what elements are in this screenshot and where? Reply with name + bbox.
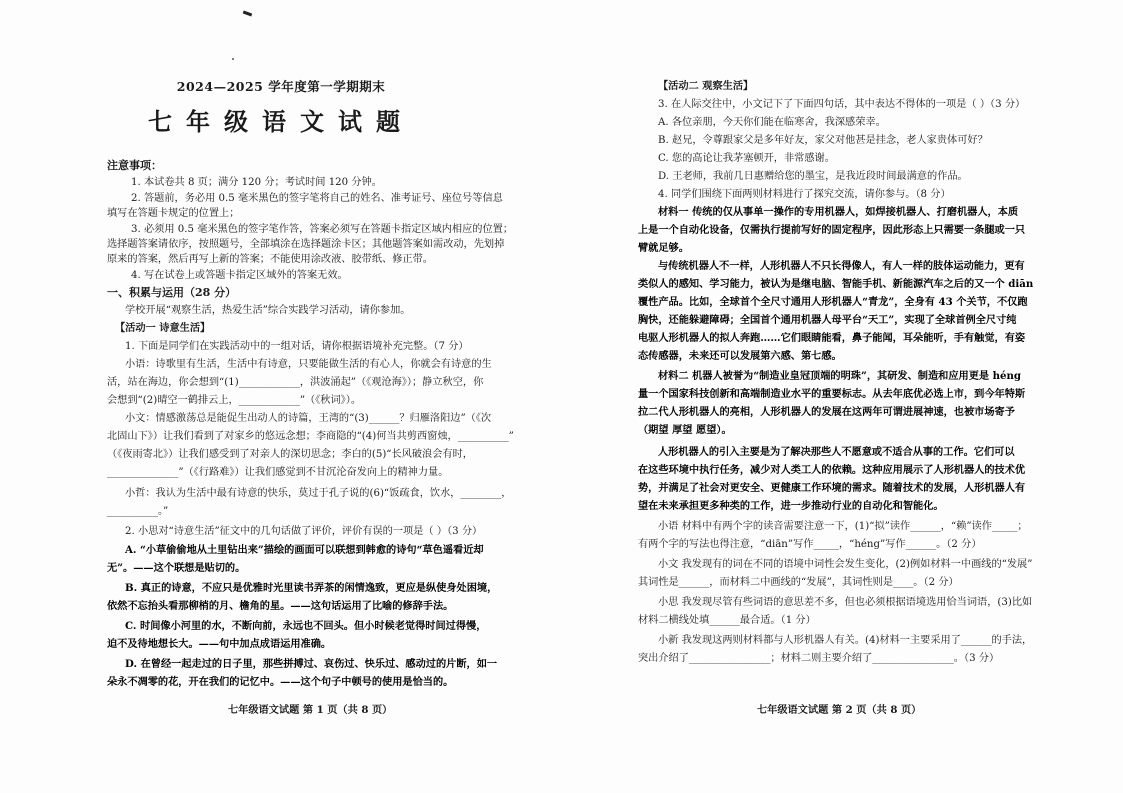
activity-2-title: 【活动二 观察生活】 [658,80,754,92]
q2-option-line: D. 在曾经一起走过的日子里，那些拼搏过、哀伤过、快乐过、感动过的片断，如一 [125,658,498,670]
dialogue-line: 小语 材料中有两个字的读音需要注意一下，(1)“拟”读作______，“赖”读作_____； [658,521,1028,532]
q2-option-line: A. “小草偷偷地从土里钻出来”描绘的画面可以联想到韩愈的诗句“草色遥看近却 [125,544,484,556]
page-footer: 七年级语文试题 第 2 页（共 8 页） [757,704,922,716]
dialogue-line: 材料二横线处填______最合适。（1 分） [638,615,816,626]
notice-heading: 注意事项： [107,159,162,172]
exam-page-2 [562,0,1123,793]
dialogue-line: 小文 我发现有的词在不同的语境中词性会发生变化，(2)例如材料一中画线的“发展” [658,559,1033,570]
question-3: 3. 在人际交往中，小文记下了下面四句话，其中表达不得体的一项是（ ）（3 分） [658,99,1026,110]
material-1-line: 电驱人形机器人的拟人奔跑……它们眼睛能看，鼻子能闻，耳朵能听，手有触觉，有姿 [638,332,1026,344]
material-2-line: （期望 厚望 愿望）。 [638,424,732,436]
notice-line: 选择题答案请依序，按照题号，全部填涂在选择题涂卡区；其他题答案如需改动，先划掉 [107,239,505,250]
q3-option: A. 各位亲朋，今天你们能在临寒舍，我深感荣幸。 [658,117,886,128]
material-2-line: 势，并满足了社会对更安全、更健康工作环境的需求。随着技术的发展，人形机器人有 [638,482,1026,494]
dialogue-line: 其词性是______，而材料二中画线的“发展”，其词性则是____。（2 分） [638,577,959,588]
q1-line: __________。” [107,506,169,517]
q1-line: 小语：诗歌里有生活，生活中有诗意，只要能做生活的有心人，你就会有诗意的生 [125,359,492,370]
material-1-line: 胸快，还能躲避障碍；全国首个通用机器人母平台“天工”，实现了全球首例全尺寸纯 [638,314,1017,326]
material-1-line: 覆性产品。比如，全球首个全尺寸通用人形机器人“青龙”，全身有 43 个关节，不仅跑 [638,296,1028,308]
material-2-line: 拉二代人形机器人的亮相，人形机器人的发展在这两年可谓进展神速，也被市场寄予 [638,406,1015,418]
q1-line: （《夜雨寄北》）让我们感受到了对亲人的深切思念；李白的(5)“长风破浪会有时， [107,449,473,460]
exam-title: 七年级语文试题 [148,108,414,136]
q2-option-line: 迫不及待地想长大。——句中加点成语运用准确。 [107,638,332,650]
q2-option-line: 朵永不凋零的花，开在我们的记忆中。——这个句子中顿号的使用是恰当的。 [107,676,454,688]
material-2-line: 材料二 机器人被誉为“制造业皇冠顶端的明珠”，其研发、制造和应用更是 héng [658,370,1022,382]
notice-line: 2. 答题前，务必用 0.5 毫米黑色的签字笔将自己的姓名、准考证号、座位号等信息 [131,193,503,204]
question-4: 4. 同学们围绕下面两则材料进行了探究交流，请你参与。（8 分） [658,189,951,200]
q1-line: 北固山下》）让我们看到了对家乡的悠远念想；李商隐的“(4)何当共剪西窗烛，__________” [107,431,514,442]
material-2-line: 在这些环境中执行任务，减少对人类工人的依赖。这种应用展示了人形机器人的技术优 [638,464,1026,476]
section-title: 一、积累与运用（28 分） [107,286,237,299]
notice-line: 原来的答案，然后再写上新的答案；不能使用涂改液、胶带纸、修正带。 [107,254,433,265]
q1-line: 小哲：我认为生活中最有诗意的快乐，莫过于孔子说的(6)“饭疏食，饮水，________， [125,488,512,499]
material-1-line: 类似人的感知、学习能力，被认为是继电脑、智能手机、新能源汽车之后的又一个 diān [638,278,1034,290]
dialogue-line: 突出介绍了________________；材料二则主要介绍了________________。（3 分） [638,653,1000,664]
q1-line: 会想到“(2)晴空一鹤排云上，____________”（《秋词》）。 [107,395,362,406]
page-footer: 七年级语文试题 第 1 页（共 8 页） [228,704,393,716]
q2-option-line: 依然不忘抬头看那柳梢的月、檐角的星。——这句话运用了比喻的修辞手法。 [107,600,454,612]
q1-line: 活，站在海边，你会想到“(1)____________，洪波涌起”（《观沧海》）；静立秋空，你 [107,377,484,388]
q2-option-line: C. 时间像小河里的水，不断向前，永远也不回头。但小时候老觉得时间过得慢， [125,620,487,632]
q3-option: B. 赵兄，令尊跟家父是多年好友，家父对他甚是挂念，老人家贵体可好？ [658,135,988,146]
dialogue-line: 小新 我发现这两则材料都与人形机器人有关。(4)材料一主要采用了______的手法， [658,635,1033,646]
material-1-line: 上是一个自动化设备，仅需执行提前写好的固定程序，因此形态上只需要一条腿或一只 [638,224,1026,236]
notice-line: 填写在答题卡规定的位置上； [107,208,240,219]
q3-option: D. 王老师，我前几日惠赠给您的墨宝，是我近段时间最满意的作品。 [658,171,968,182]
material-2-line: 人形机器人的引入主要是为了解决那些人不愿意或不适合从事的工作。它们可以 [658,446,1015,458]
year-title: 2024—2025 学年度第一学期期末 [176,79,386,94]
notice-line: 4. 写在试卷上或答题卡指定区域外的答案无效。 [131,270,348,281]
material-2-line: 望在未来承担更多种类的工作，进一步推动行业的自动化和智能化。 [638,500,944,512]
material-1-line: 态传感器，未来还可以发展第六感、第七感。 [638,350,842,362]
material-1-line: 材料一 传统的仅从事单一操作的专用机器人，如焊接机器人、打磨机器人，本质 [658,206,1019,218]
material-2-line: 量一个国家科技创新和高端制造业水平的重要标志。从去年底优必选上市，到今年特斯 [638,388,1026,400]
q2-option-line: 无”。——这个联想是贴切的。 [107,562,246,574]
section-intro: 学校开展“观察生活，热爱生活”综合实践学习活动，请你参加。 [125,305,411,316]
notice-line: 1. 本试卷共 8 页；满分 120 分；考试时间 120 分钟。 [131,177,382,188]
q3-option: C. 您的高论让我茅塞顿开，非常感谢。 [658,153,835,164]
material-1-line: 臂就足够。 [638,242,689,254]
question-2: 2. 小思对“诗意生活”征文中的几句话做了评价，评价有误的一项是（ ）（3 分） [125,526,483,537]
q1-line: 小文：情感激荡总是能促生出动人的诗篇，王湾的“(3)______？归雁洛阳边”（《次 [125,413,492,424]
material-1-line: 与传统机器人不一样，人形机器人不只长得像人，有人一样的肢体运动能力，更有 [658,260,1025,272]
q2-option-line: B. 真正的诗意，不应只是优雅时光里读书弄茶的闲情逸致，更应是纵使身处困境， [125,582,498,594]
activity-1-title: 【活动一 诗意生活】 [115,322,211,334]
dialogue-line: 有两个字的写法也得注意，“diān”写作_____，“héng”写作______。（2 分） [638,539,982,550]
q1-line: ______________”（《行路难》）让我们感觉到不甘沉沦奋发向上的精神力量。 [107,467,449,478]
dialogue-line: 小思 我发现尽管有些词语的意思差不多，但也必须根据语境选用恰当词语，(3)比如 [658,597,1033,608]
notice-line: 3. 必须用 0.5 毫米黑色的签字笔作答，答案必须写在答题卡指定区域内相应的位置； [131,224,514,235]
question-1: 1. 下面是同学们在实践活动中的一组对话，请你根据语境补充完整。（7 分） [125,341,469,352]
